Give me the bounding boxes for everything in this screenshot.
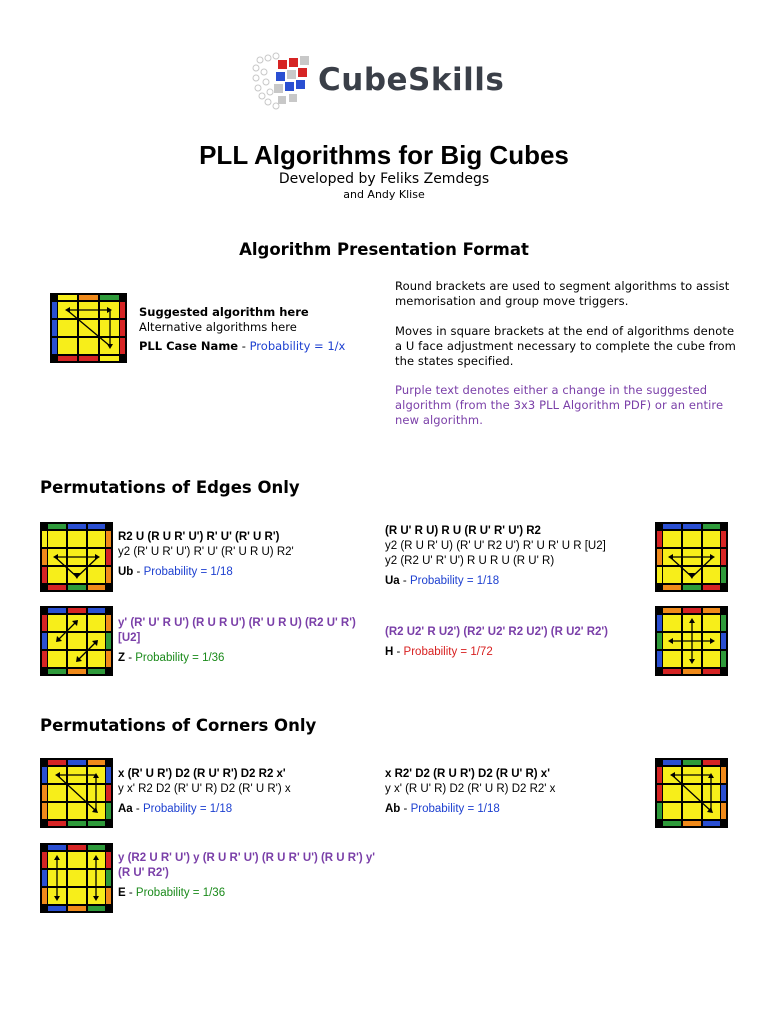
alg-aa-name: Aa xyxy=(118,803,133,815)
format-heading: Algorithm Presentation Format xyxy=(239,240,529,259)
alg-aa-alt: y x' R2 D2 (R' U' R) D2 (R' U R') x xyxy=(118,783,291,795)
alg-z-name: Z xyxy=(118,652,126,664)
alg-ab-main: x R2' D2 (R U R') D2 (R U' R) x' xyxy=(385,768,550,780)
format-case-line xyxy=(139,339,345,353)
note-square-brackets: Moves in square brackets at the end of algorithms denote a U face adjustment necessary to complete the cube from the states specified. xyxy=(395,324,736,368)
edges-heading: Permutations of Edges Only xyxy=(40,478,300,497)
format-dash: - xyxy=(238,339,250,353)
format-case-name: PLL Case Name xyxy=(139,339,239,353)
page-title: PLL Algorithms for Big Cubes xyxy=(199,140,569,170)
alg-h-case: H - Probability = 1/72 xyxy=(385,646,493,658)
cube-diagram-ub-icon xyxy=(40,522,113,592)
cube-diagram-e-icon xyxy=(40,843,113,913)
alg-ua-alt1: y2 (R U R' U) (R' U' R2 U') R' U R' U R [U2] xyxy=(385,540,606,552)
alg-e-prob: Probability = 1/36 xyxy=(135,887,226,899)
note-round-brackets: Round brackets are used to segment algorithms to assist memorisation and group move triggers. xyxy=(395,279,730,308)
alg-ub xyxy=(118,530,383,580)
alg-ua xyxy=(385,524,655,589)
alg-h-prob: Probability = 1/72 xyxy=(403,646,493,658)
alg-z xyxy=(118,616,373,666)
format-alternative-label: Alternative algorithms here xyxy=(139,320,297,334)
alg-h xyxy=(385,625,655,660)
alg-ub-case: Ub - Probability = 1/18 xyxy=(118,566,233,578)
alg-ab xyxy=(385,767,650,817)
alg-z-main: y' (R' U' R U') (R U R U') (R' U R U) (R2 U' R') [U2] xyxy=(118,617,356,644)
cube-diagram-h-icon xyxy=(655,606,728,676)
alg-aa-case: Aa - Probability = 1/18 xyxy=(118,803,233,815)
cube-diagram-ab-icon xyxy=(655,758,728,828)
alg-ub-alt: y2 (R' U R' U') R' U' (R' U R U) R2' xyxy=(118,546,294,558)
alg-z-case: Z - Probability = 1/36 xyxy=(118,652,225,664)
alg-h-main: (R2 U2' R U2') (R2' U2' R2 U2') (R U2' R2') xyxy=(385,626,608,638)
page-subtitle-secondary: and Andy Klise xyxy=(343,188,425,201)
alg-ua-case: Ua - Probability = 1/18 xyxy=(385,575,500,587)
cubeskills-logo-icon xyxy=(248,52,316,112)
alg-e-main: y (R2 U R' U') y (R U R' U') (R U R' U') (R U R') y' (R U' R2') xyxy=(118,852,375,879)
alg-ab-alt: y x' (R U' R) D2 (R' U R) D2 R2' x xyxy=(385,783,556,795)
format-suggested-label: Suggested algorithm here xyxy=(139,305,309,319)
alg-ub-name: Ub xyxy=(118,566,134,578)
alg-ub-main: R2 U (R U R' U') R' U' (R' U R') xyxy=(118,531,280,543)
format-probability: Probability = 1/x xyxy=(249,339,346,353)
logo-wordmark: CubeSkills xyxy=(318,62,505,98)
note-purple-text: Purple text denotes either a change in the suggested algorithm (from the 3x3 PLL Algorithm PDF) or an entire new algorithm. xyxy=(395,383,724,427)
alg-ua-alt2: y2 (R2 U' R' U') R U R U (R U' R) xyxy=(385,555,555,567)
alg-h-name: H xyxy=(385,646,394,658)
alg-e-name: E xyxy=(118,887,126,899)
alg-ua-name: Ua xyxy=(385,575,400,587)
alg-aa xyxy=(118,767,378,817)
cube-diagram-ua-icon xyxy=(655,522,728,592)
alg-aa-main: x (R' U R') D2 (R U' R') D2 R2 x' xyxy=(118,768,286,780)
alg-ab-prob: Probability = 1/18 xyxy=(410,803,500,815)
alg-e xyxy=(118,851,388,901)
alg-ab-case: Ab - Probability = 1/18 xyxy=(385,803,500,815)
alg-aa-prob: Probability = 1/18 xyxy=(142,803,233,815)
alg-ub-prob: Probability = 1/18 xyxy=(143,566,233,578)
cube-diagram-example-icon xyxy=(50,293,127,363)
cube-diagram-z-icon xyxy=(40,606,113,676)
cube-diagram-aa-icon xyxy=(40,758,113,828)
alg-ab-name: Ab xyxy=(385,803,401,815)
alg-ua-main: (R U' R U) R U (R U' R' U') R2 xyxy=(385,525,541,537)
alg-z-prob: Probability = 1/36 xyxy=(135,652,225,664)
alg-e-case: E - Probability = 1/36 xyxy=(118,887,226,899)
page-subtitle: Developed by Feliks Zemdegs xyxy=(278,171,490,187)
corners-heading: Permutations of Corners Only xyxy=(40,716,317,735)
alg-ua-prob: Probability = 1/18 xyxy=(409,575,500,587)
